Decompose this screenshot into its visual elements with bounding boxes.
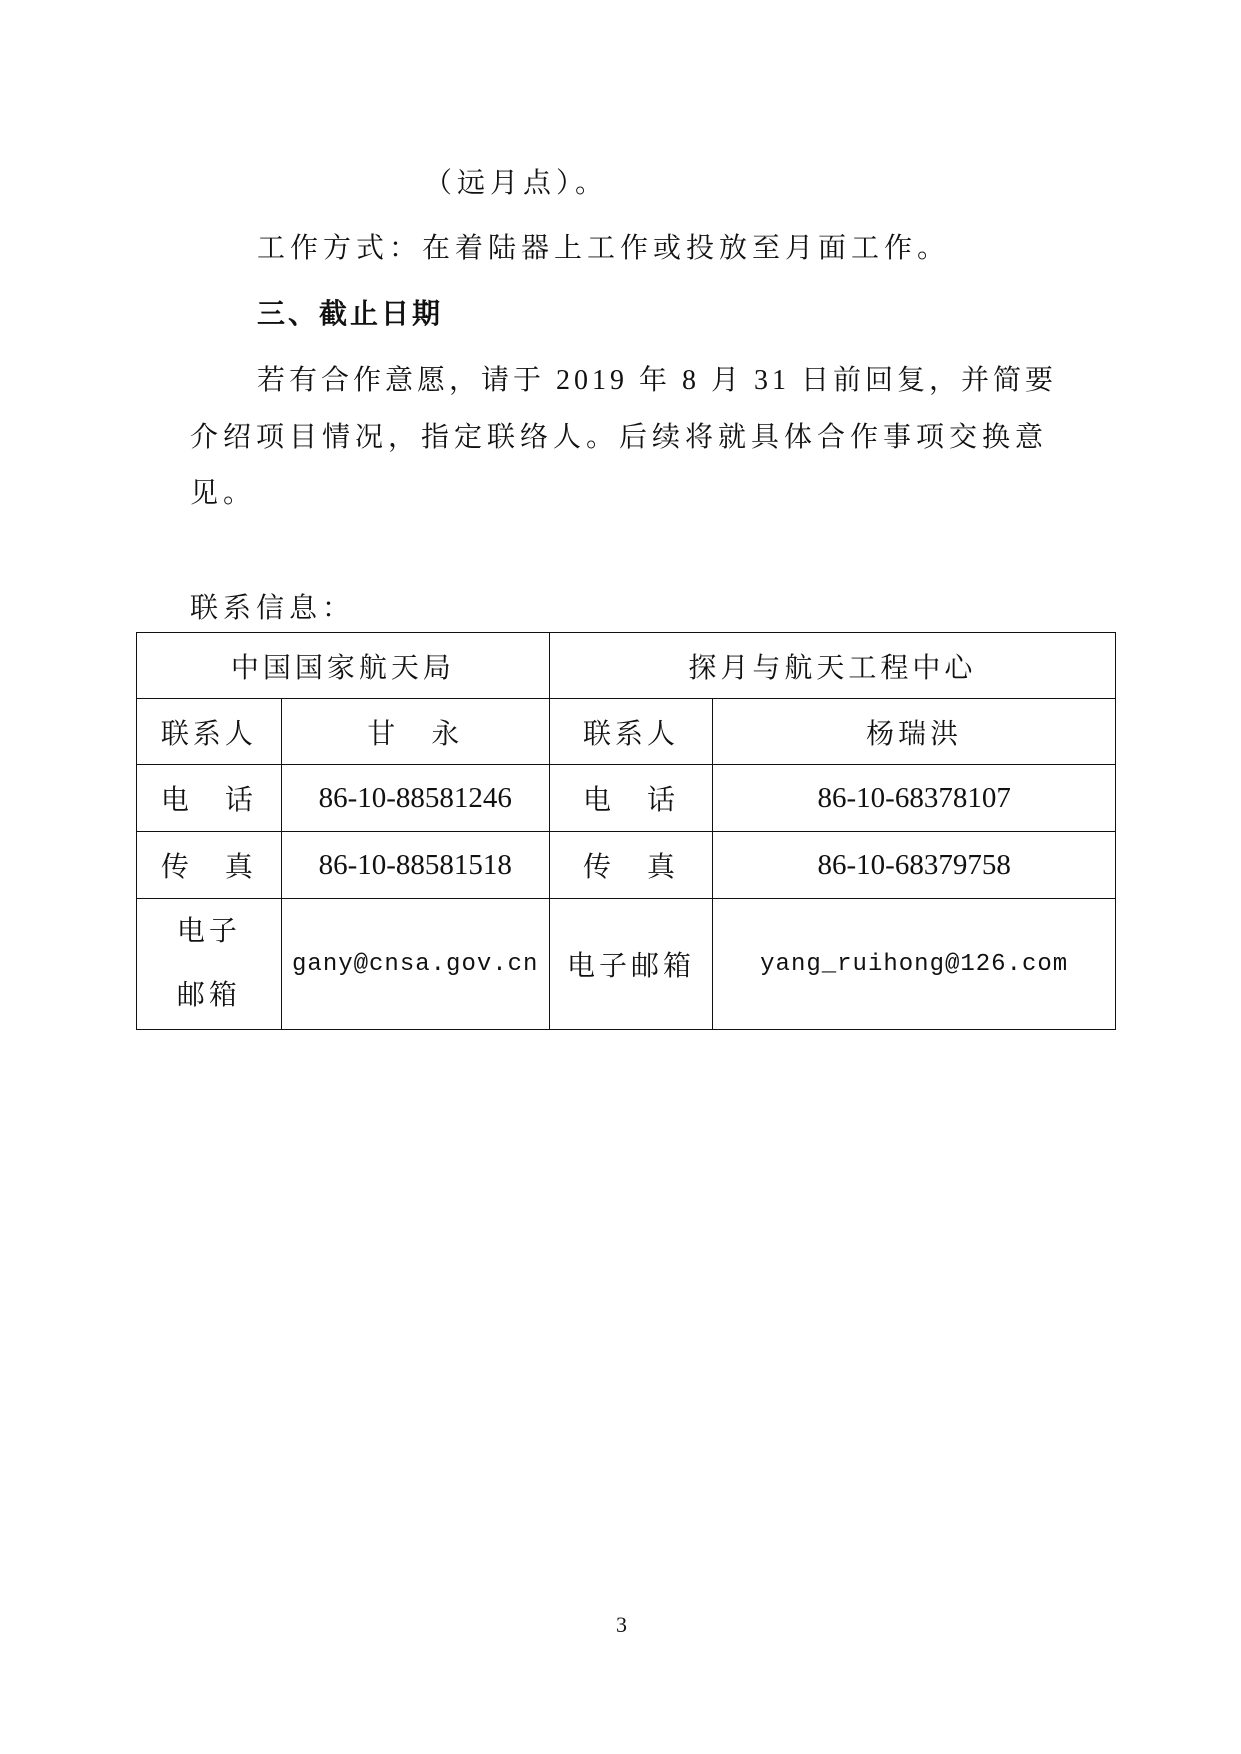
- cell-value: 86-10-68378107: [713, 765, 1116, 832]
- cell-value: 86-10-88581518: [281, 832, 549, 899]
- cell-label: 传 真: [549, 832, 713, 899]
- cell-label: 电 话: [549, 765, 713, 832]
- cell-value: yang_ruihong@126.com: [713, 899, 1116, 1030]
- table-row: [137, 765, 1116, 832]
- cell-label: 联系人: [549, 699, 713, 765]
- section-heading: 三、截止日期: [257, 297, 444, 330]
- work-mode-line: 工作方式：在着陆器上工作或投放至月面工作。: [257, 233, 951, 264]
- cell-label: 传 真: [137, 832, 282, 899]
- cell-label: 电子邮箱: [549, 899, 713, 1030]
- cell-value: 86-10-88581246: [281, 765, 549, 832]
- table-row: [137, 832, 1116, 899]
- table-row: [137, 899, 1116, 1030]
- org-right: 探月与航天工程中心: [549, 633, 1115, 699]
- cell-value: 杨瑞洪: [713, 699, 1116, 765]
- cell-label: 联系人: [137, 699, 282, 765]
- contact-info-label: 联系信息：: [190, 593, 356, 624]
- cell-value: 86-10-68379758: [713, 832, 1116, 899]
- table-header-row: [137, 633, 1116, 699]
- cell-label: 电 话: [137, 765, 282, 832]
- paragraph-line: 见。: [190, 478, 257, 509]
- table-row: [137, 699, 1116, 765]
- org-left: 中国国家航天局: [137, 633, 550, 699]
- contact-table: [136, 632, 1116, 1030]
- cell-value: 甘 永: [281, 699, 549, 765]
- page-number: 3: [616, 1612, 627, 1637]
- body-line: （远月点）。: [424, 168, 609, 199]
- cell-value: gany@cnsa.gov.cn: [281, 899, 549, 1030]
- cell-label: 电子邮箱: [137, 899, 282, 1030]
- paragraph-line: 若有合作意愿，请于 2019 年 8 月 31 日前回复，并简要: [257, 365, 1058, 396]
- paragraph-line: 介绍项目情况，指定联络人。后续将就具体合作事项交换意: [190, 422, 1049, 453]
